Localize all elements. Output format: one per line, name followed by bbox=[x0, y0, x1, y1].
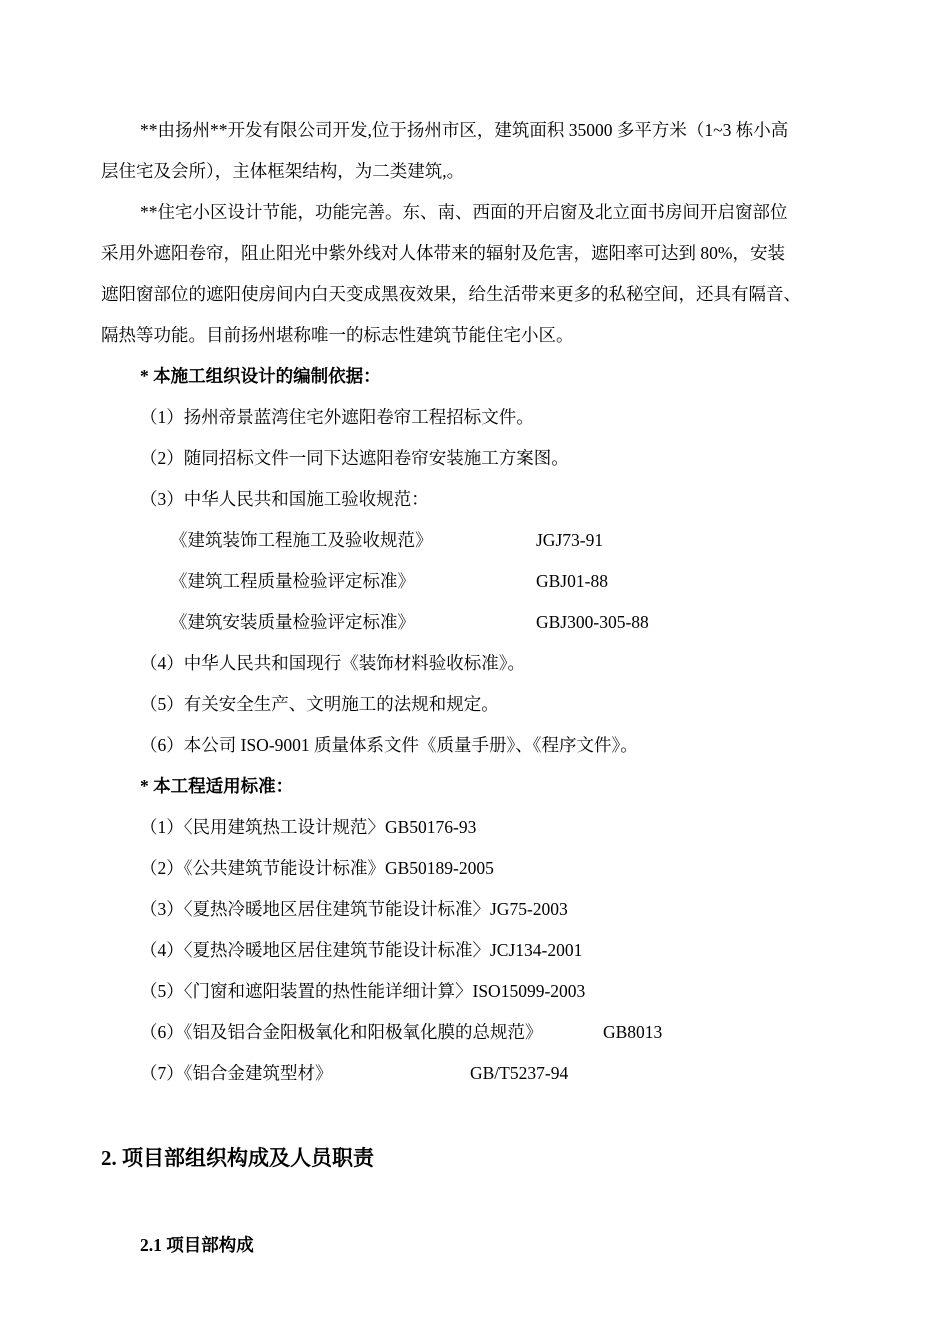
basis-item-5: （5）有关安全生产、文明施工的法规和规定。 bbox=[140, 694, 499, 714]
intro-paragraph-2-line-3: 遮阳窗部位的遮阳使房间内白天变成黑夜效果，给生活带来更多的私秘空间，还具有隔音、 bbox=[101, 284, 801, 304]
basis-item-6: （6）本公司 ISO-9001 质量体系文件《质量手册》、《程序文件》。 bbox=[140, 735, 638, 755]
basis-item-4: （4）中华人民共和国现行《装饰材料验收标准》。 bbox=[140, 653, 525, 673]
standard-item-6-code: GB8013 bbox=[603, 1022, 663, 1042]
standard-item-7-code: GB/T5237-94 bbox=[470, 1063, 569, 1083]
intro-paragraph-2-line-4: 隔热等功能。目前扬州堪称唯一的标志性建筑节能住宅小区。 bbox=[101, 325, 574, 345]
spec-code-3: GBJ300-305-88 bbox=[536, 612, 649, 632]
spec-name-3: 《建筑安装质量检验评定标准》 bbox=[170, 612, 415, 632]
standard-item-1: （1）〈民用建筑热工设计规范〉GB50176-93 bbox=[140, 817, 477, 837]
standard-item-5: （5）〈门窗和遮阳装置的热性能详细计算〉ISO15099-2003 bbox=[140, 981, 586, 1001]
spec-name-1: 《建筑装饰工程施工及验收规范》 bbox=[170, 530, 433, 550]
spec-code-2: GBJ01-88 bbox=[536, 571, 608, 591]
standards-heading: * 本工程适用标准： bbox=[140, 776, 294, 796]
section-2-1-title: 2.1 项目部构成 bbox=[140, 1235, 254, 1255]
intro-paragraph-2-line-2: 采用外遮阳卷帘，阻止阳光中紫外线对人体带来的辐射及危害，遮阳率可达到 80%，安装 bbox=[101, 243, 785, 263]
standard-item-6: （6）《铝及铝合金阳极氧化和阳极氧化膜的总规范》 bbox=[140, 1022, 543, 1042]
intro-paragraph-2-line-1: **住宅小区设计节能，功能完善。东、南、西面的开启窗及北立面书房间开启窗部位 bbox=[140, 202, 788, 222]
basis-item-3: （3）中华人民共和国施工验收规范： bbox=[140, 489, 429, 509]
standard-item-3: （3）〈夏热冷暖地区居住建筑节能设计标准〉JG75-2003 bbox=[140, 899, 568, 919]
section-2-title: 2. 项目部组织构成及人员职责 bbox=[101, 1146, 374, 1170]
standard-item-4: （4）〈夏热冷暖地区居住建筑节能设计标准〉JCJ134-2001 bbox=[140, 940, 583, 960]
standard-item-7: （7）《铝合金建筑型材》 bbox=[140, 1063, 333, 1083]
spec-code-1: JGJ73-91 bbox=[536, 530, 604, 550]
basis-item-1: （1）扬州帝景蓝湾住宅外遮阳卷帘工程招标文件。 bbox=[140, 407, 534, 427]
basis-heading: * 本施工组织设计的编制依据： bbox=[140, 366, 381, 386]
basis-item-2: （2）随同招标文件一同下达遮阳卷帘安装施工方案图。 bbox=[140, 448, 569, 468]
intro-paragraph-1-line-2: 层住宅及会所），主体框架结构，为二类建筑,。 bbox=[101, 161, 465, 181]
spec-name-2: 《建筑工程质量检验评定标准》 bbox=[170, 571, 415, 591]
intro-paragraph-1-line-1: **由扬州**开发有限公司开发,位于扬州市区，建筑面积 35000 多平方米（1~3 栋小高 bbox=[140, 120, 789, 140]
standard-item-2: （2）《公共建筑节能设计标准》GB50189-2005 bbox=[140, 858, 494, 878]
